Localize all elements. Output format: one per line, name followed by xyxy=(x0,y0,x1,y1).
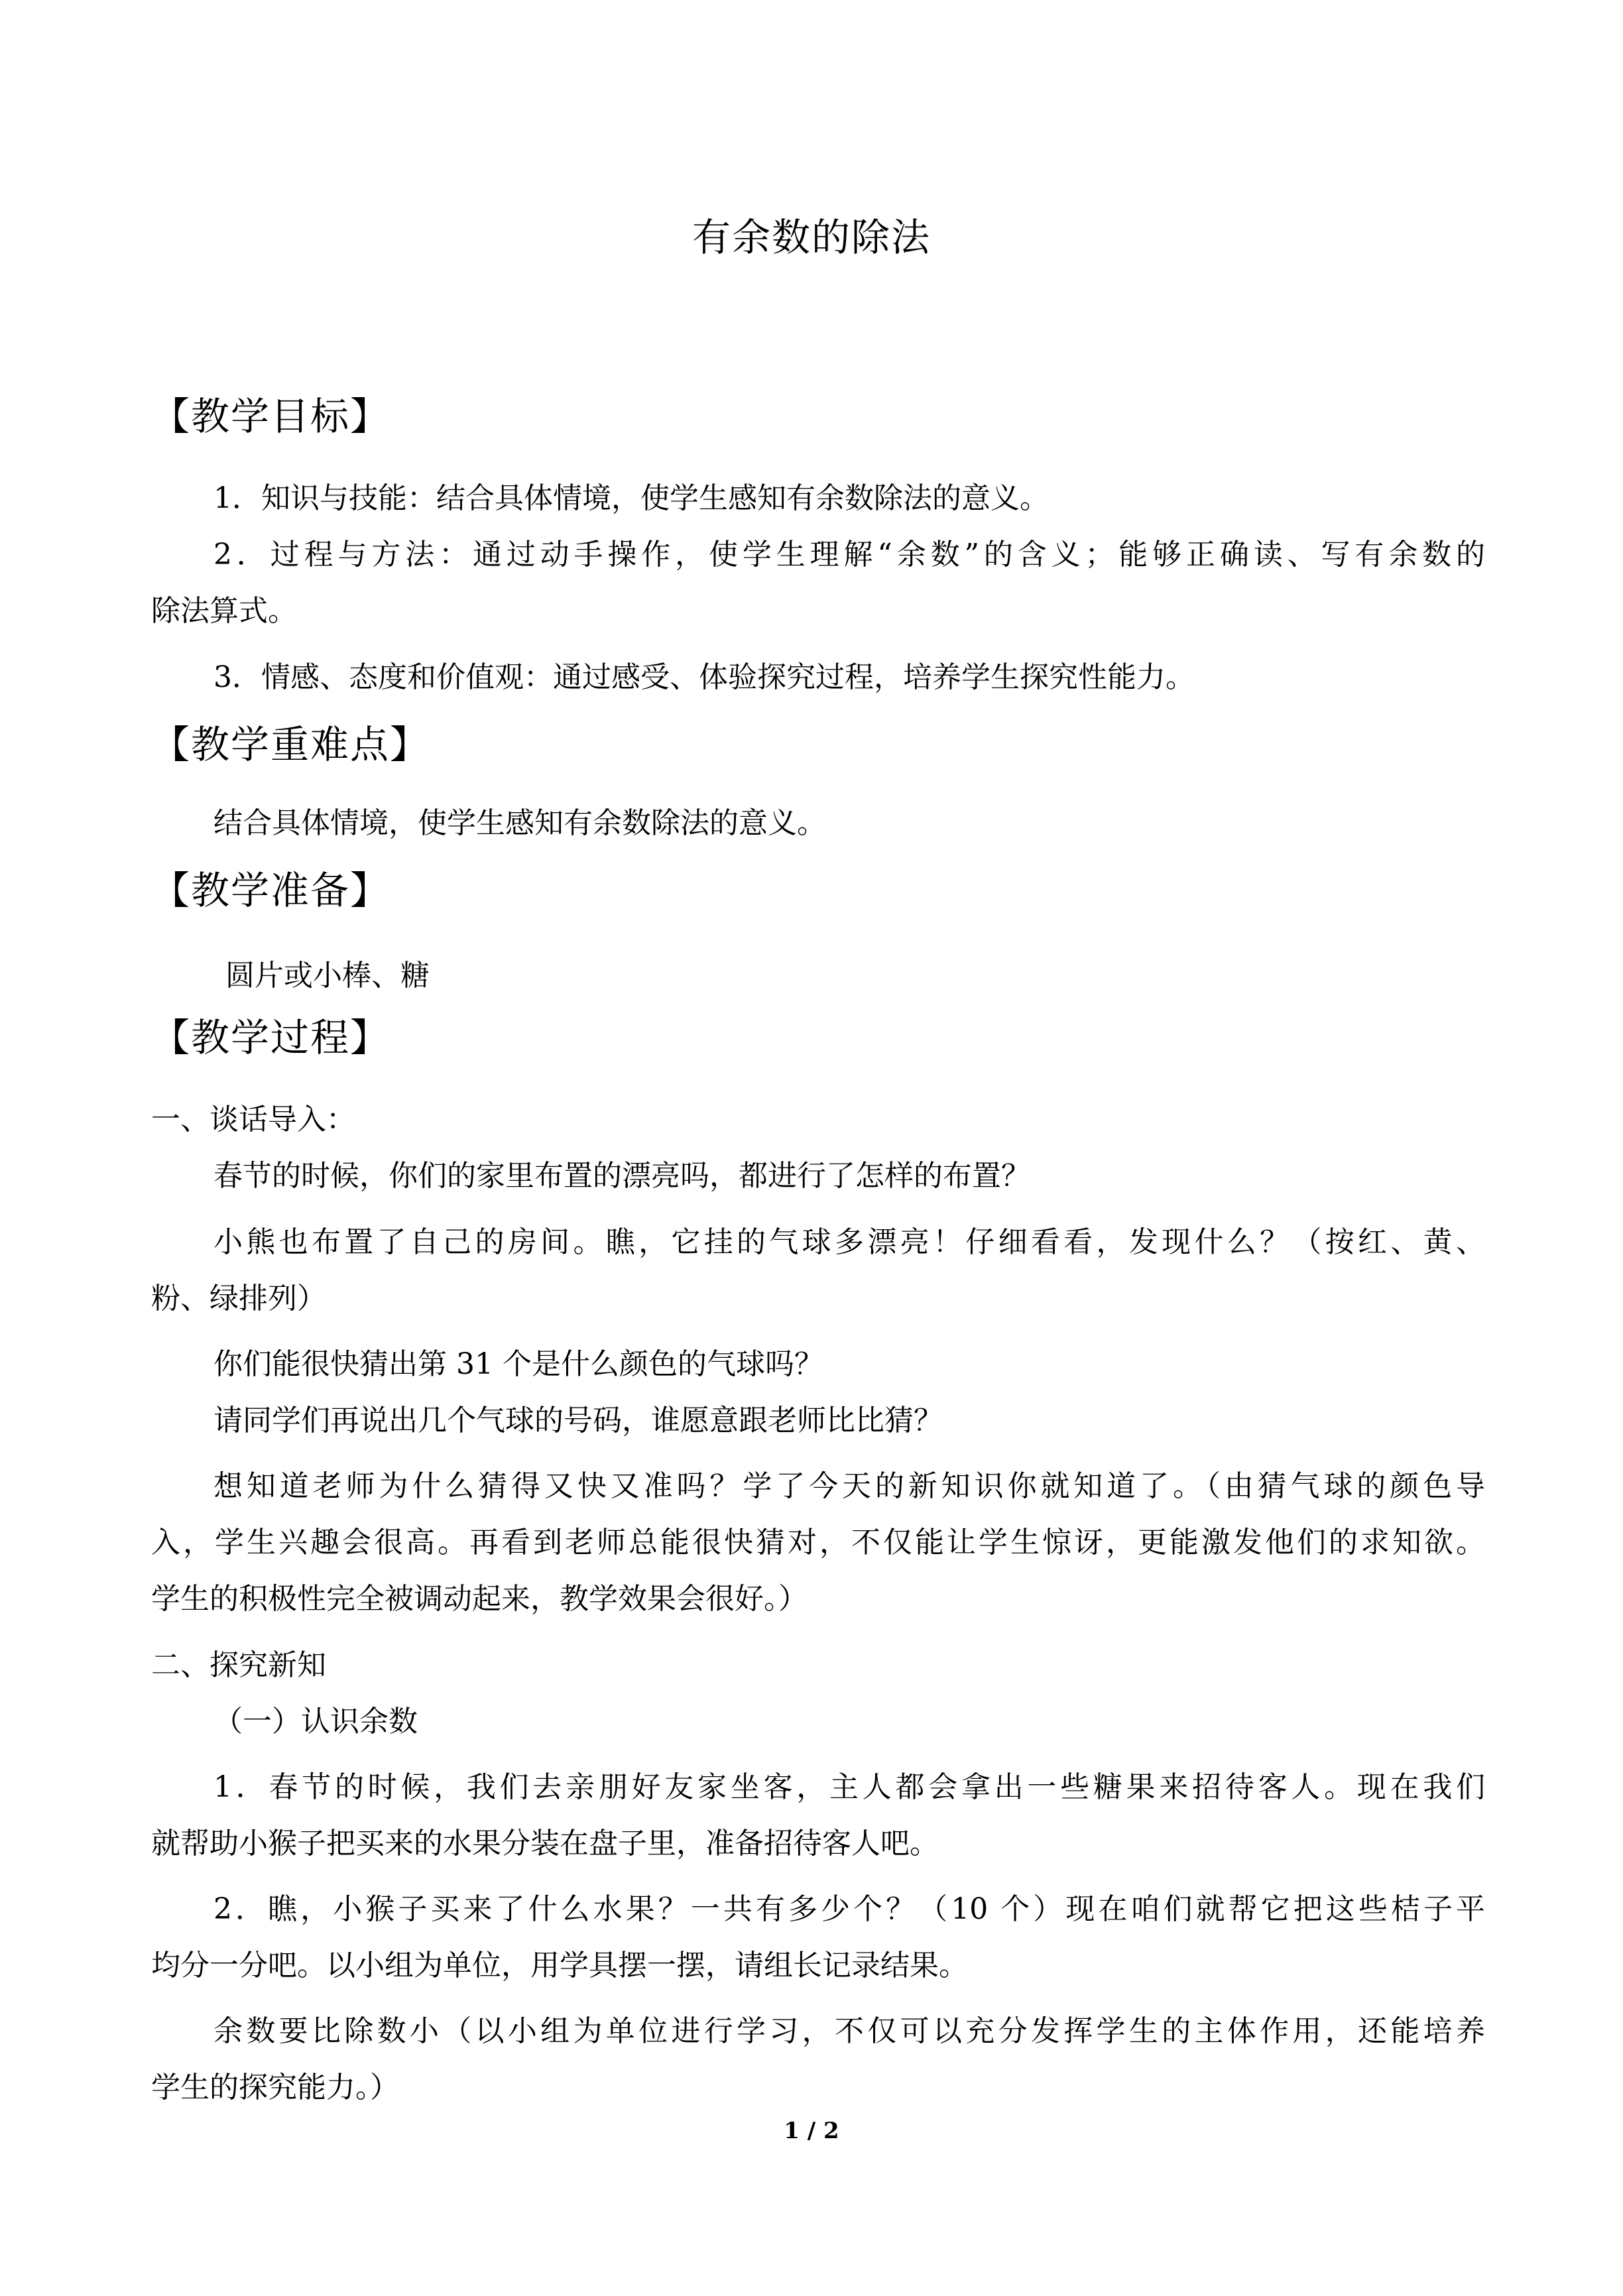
section-2-title: 二、探究新知 xyxy=(151,1648,326,1682)
section-1-title: 一、谈话导入： xyxy=(151,1103,355,1136)
key-points-text: 结合具体情境，使学生感知有余数除法的意义。 xyxy=(213,806,826,840)
document-title: 有余数的除法 xyxy=(691,215,931,260)
process-paragraph-2-line-1: 小熊也布置了自己的房间。瞧，它挂的气球多漂亮！仔细看看，发现什么？（按红、黄、 xyxy=(213,1225,1485,1259)
subsection-1-title: （一）认识余数 xyxy=(213,1705,418,1738)
step-1-line-2: 就帮助小猴子把买来的水果分装在盘子里，准备招待客人吧。 xyxy=(151,1827,939,1860)
heading-preparation: 【教学准备】 xyxy=(151,868,391,913)
step-1-line-1: 1．春节的时候，我们去亲朋好友家坐客，主人都会拿出一些糖果来招待客人。现在我们 xyxy=(213,1770,1485,1804)
process-paragraph-3: 你们能很快猜出第 31 个是什么颜色的气球吗？ xyxy=(213,1347,823,1381)
step-2-line-1: 2．瞧，小猴子买来了什么水果？一共有多少个？（10 个）现在咱们就帮它把这些桔子平 xyxy=(213,1892,1485,1926)
page-number: 1 / 2 xyxy=(784,2118,839,2144)
process-paragraph-5-line-1: 想知道老师为什么猜得又快又准吗？学了今天的新知识你就知道了。（由猜气球的颜色导 xyxy=(213,1469,1485,1503)
process-paragraph-5-line-3: 学生的积极性完全被调动起来，教学效果会很好。） xyxy=(151,1582,808,1616)
step-3-line-1: 余数要比除数小（以小组为单位进行学习，不仅可以充分发挥学生的主体作用，还能培养 xyxy=(213,2014,1485,2048)
heading-key-points: 【教学重难点】 xyxy=(151,722,430,767)
objective-item-2-line-2: 除法算式。 xyxy=(151,594,297,628)
heading-objectives: 【教学目标】 xyxy=(151,394,391,439)
step-2-line-2: 均分一分吧。以小组为单位，用学具摆一摆，请组长记录结果。 xyxy=(151,1949,968,1982)
process-paragraph-4: 请同学们再说出几个气球的号码，谁愿意跟老师比比猜？ xyxy=(213,1404,943,1437)
process-paragraph-1: 春节的时候，你们的家里布置的漂亮吗，都进行了怎样的布置？ xyxy=(213,1159,1030,1193)
objective-item-3: 3．情感、态度和价值观：通过感受、体验探究过程，培养学生探究性能力。 xyxy=(213,660,1195,694)
objective-item-2-line-1: 2．过程与方法：通过动手操作，使学生理解“余数”的含义；能够正确读、写有余数的 xyxy=(213,538,1485,572)
process-paragraph-5-line-2: 入，学生兴趣会很高。再看到老师总能很快猜对，不仅能让学生惊讶，更能激发他们的求知欲。 xyxy=(151,1526,1485,1559)
step-3-line-2: 学生的探究能力。） xyxy=(151,2071,399,2104)
process-paragraph-2-line-2: 粉、绿排列） xyxy=(151,1282,326,1315)
heading-process: 【教学过程】 xyxy=(151,1015,391,1060)
objective-item-1: 1．知识与技能：结合具体情境，使学生感知有余数除法的意义。 xyxy=(213,481,1049,515)
preparation-text: 圆片或小棒、糖 xyxy=(225,959,430,993)
